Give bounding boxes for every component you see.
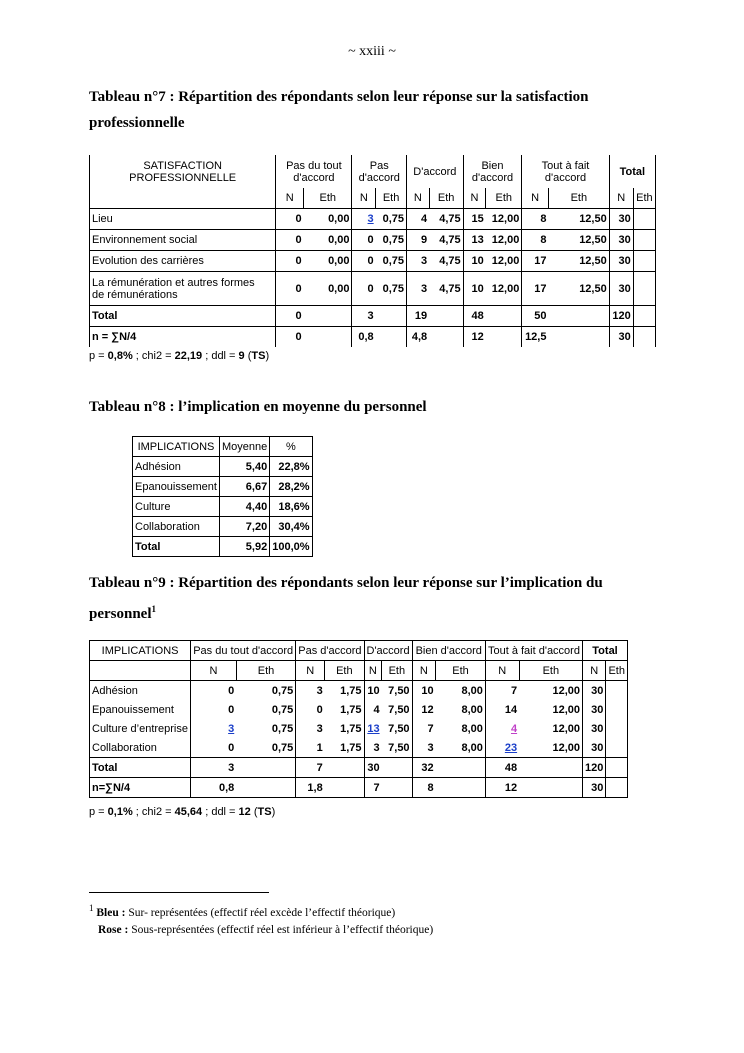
cell: 100,0%	[270, 537, 312, 557]
cell: 0	[352, 230, 376, 251]
cell: 18,6%	[270, 497, 312, 517]
row-label: Collaboration	[133, 517, 220, 537]
col-header-total: Total	[609, 155, 655, 188]
table-9	[89, 640, 628, 798]
table-row	[133, 477, 313, 497]
cell: 3	[296, 681, 325, 701]
cell: 30	[609, 251, 633, 272]
cell: 8	[522, 209, 549, 230]
cell: 30	[609, 272, 633, 306]
sub-n: N	[583, 661, 606, 681]
table-row	[90, 209, 656, 230]
cell: 0	[191, 681, 237, 701]
cell: 4	[364, 700, 382, 719]
cell: 10	[412, 681, 436, 701]
table-row	[90, 738, 628, 758]
cell: 0,00	[304, 251, 352, 272]
cell-over-represented: 3	[228, 722, 235, 735]
cell: 12	[463, 327, 486, 348]
cell: 8,00	[461, 703, 483, 716]
cell: 3	[191, 758, 237, 778]
cell: 0,8	[352, 327, 376, 348]
cell: 3	[412, 738, 436, 758]
cell: 1,75	[340, 703, 362, 716]
cell: 12,5	[522, 327, 549, 348]
cell: 7	[364, 778, 382, 798]
row-label: Culture d’entreprise	[90, 719, 191, 738]
cell: 30	[364, 758, 382, 778]
col-header-bien: Bien d'accord	[412, 641, 485, 661]
sub-n: N	[191, 661, 237, 681]
sub-eth: Eth	[633, 188, 655, 209]
sub-n: N	[407, 188, 430, 209]
sub-eth: Eth	[304, 188, 352, 209]
table-row	[90, 272, 656, 306]
cell: 0,75	[236, 681, 296, 701]
sub-eth: Eth	[606, 661, 628, 681]
sub-n: N	[296, 661, 325, 681]
cell: 7,50	[382, 681, 412, 701]
col-header-total: Total	[583, 641, 628, 661]
col-header-pas: Pas d'accord	[352, 155, 407, 188]
cell: 30	[583, 778, 606, 798]
sub-eth: Eth	[376, 188, 407, 209]
cell: 8	[412, 778, 436, 798]
col-header: IMPLICATIONS	[133, 437, 220, 457]
cell: 0,75	[271, 703, 294, 716]
col-header: %	[270, 437, 312, 457]
cell: 12,00	[486, 272, 522, 306]
col-header-label: SATISFACTION PROFESSIONNELLE	[90, 155, 276, 188]
sub-eth: Eth	[382, 661, 412, 681]
cell: 19	[407, 306, 430, 327]
sub-eth: Eth	[429, 188, 463, 209]
cell: 30	[609, 209, 633, 230]
cell: 0	[191, 738, 237, 758]
cell: 0	[352, 251, 376, 272]
cell: 0,75	[271, 722, 294, 735]
cell: 50	[522, 306, 549, 327]
page-number: ~ xxiii ~	[348, 44, 396, 59]
cell: 0	[276, 306, 304, 327]
col-header-daccord: D'accord	[364, 641, 412, 661]
cell: 12,00	[552, 703, 581, 716]
cell: 12,00	[552, 722, 581, 735]
cell: 0	[276, 251, 304, 272]
total-row	[90, 306, 656, 327]
cell: 5,40	[219, 457, 269, 477]
cell: 10	[364, 681, 382, 701]
cell: 9	[407, 230, 430, 251]
row-label: Lieu	[90, 209, 276, 230]
cell: 48	[463, 306, 486, 327]
col-header-pas-du-tout: Pas du tout d'accord	[276, 155, 352, 188]
cell: 12,00	[552, 741, 581, 754]
col-header: Moyenne	[219, 437, 269, 457]
cell: 32	[412, 758, 436, 778]
cell: 7,50	[388, 741, 410, 754]
table7-stats: p = 0,8% ; chi2 = 22,19 ; ddl = 9 (TS)	[89, 350, 270, 362]
cell: 8,00	[461, 722, 483, 735]
table-row	[90, 681, 628, 701]
cell: 12,50	[548, 272, 609, 306]
table9-stats: p = 0,1% ; chi2 = 45,64 ; ddl = 12 (TS)	[89, 806, 276, 818]
row-label: La rémunération et autres formes de rémunérations	[90, 272, 276, 306]
row-label: n=∑N/4	[90, 778, 191, 798]
cell: 8	[522, 230, 549, 251]
cell: 12,00	[519, 681, 582, 701]
table-row	[90, 251, 656, 272]
sub-n: N	[412, 661, 436, 681]
col-header-bien: Bien d'accord	[463, 155, 522, 188]
row-label: Epanouissement	[90, 700, 191, 719]
cell: 12,50	[548, 251, 609, 272]
cell: 4,8	[407, 327, 430, 348]
cell: 12,00	[486, 209, 522, 230]
row-label: Total	[133, 537, 220, 557]
cell: 0	[296, 700, 325, 719]
cell: 0	[352, 272, 376, 306]
cell: 1,75	[325, 681, 364, 701]
cell: 4,75	[429, 209, 463, 230]
sub-n: N	[276, 188, 304, 209]
col-header-pas: Pas d'accord	[296, 641, 364, 661]
cell: 1,75	[340, 722, 362, 735]
cell: 30	[583, 738, 606, 758]
cell: 0	[276, 230, 304, 251]
cell: 7,20	[219, 517, 269, 537]
cell: 12	[485, 778, 519, 798]
cell: 28,2%	[270, 477, 312, 497]
cell: 12,50	[548, 209, 609, 230]
row-label: Culture	[133, 497, 220, 517]
cell-under-represented: 4	[510, 722, 518, 735]
table-row	[133, 457, 313, 477]
col-header-tout-a-fait: Tout à fait d'accord	[485, 641, 582, 661]
footnote-separator	[89, 892, 269, 893]
cell: 7	[485, 681, 519, 701]
n-row	[90, 327, 656, 348]
row-label: Total	[90, 306, 276, 327]
col-header-tout-a-fait: Tout à fait d'accord	[522, 155, 609, 188]
cell: 3	[407, 251, 430, 272]
table9-title: Tableau n°9 : Répartition des répondants selon leur réponse sur l’implication du personnel$^1$	[89, 575, 603, 622]
cell: 7,50	[388, 703, 410, 716]
cell: 17	[522, 272, 549, 306]
cell: 3	[352, 306, 376, 327]
sub-n: N	[463, 188, 486, 209]
cell: 48	[485, 758, 519, 778]
sub-n: N	[352, 188, 376, 209]
cell: 0	[276, 209, 304, 230]
cell: 12,00	[486, 251, 522, 272]
row-label: Total	[90, 758, 191, 778]
cell: 0,75	[271, 741, 294, 754]
cell: 1,75	[340, 741, 362, 754]
cell: 0,75	[376, 209, 407, 230]
cell: 17	[522, 251, 549, 272]
cell: 30,4%	[270, 517, 312, 537]
cell-over-represented: 23	[504, 741, 518, 754]
sub-eth: Eth	[486, 188, 522, 209]
cell: 7	[412, 719, 436, 738]
cell: 0,75	[376, 230, 407, 251]
cell: 8,00	[436, 681, 486, 701]
cell: 5,92	[219, 537, 269, 557]
cell: 8,00	[461, 741, 483, 754]
cell: 10	[463, 251, 486, 272]
table-row	[90, 230, 656, 251]
table-8	[132, 436, 313, 557]
col-header-pas-du-tout: Pas du tout d'accord	[191, 641, 296, 661]
table-row	[133, 497, 313, 517]
cell: 30	[583, 700, 606, 719]
col-header-daccord: D'accord	[407, 155, 464, 188]
row-label: Adhésion	[90, 681, 191, 701]
cell: 22,8%	[270, 457, 312, 477]
cell: 7,50	[388, 722, 410, 735]
cell: 30	[583, 681, 606, 701]
table-row	[133, 517, 313, 537]
table-7	[89, 155, 656, 347]
sub-n: N	[609, 188, 633, 209]
table8-title: Tableau n°8 : l’implication en moyenne du personnel	[89, 399, 427, 415]
total-row	[90, 758, 628, 778]
cell: 0,00	[304, 230, 352, 251]
cell: 0,8	[191, 778, 237, 798]
cell: 1,8	[296, 778, 325, 798]
cell: 6,67	[219, 477, 269, 497]
cell: 3	[296, 719, 325, 738]
cell-over-represented: 3	[367, 213, 374, 225]
cell: 12,50	[548, 230, 609, 251]
cell: 0,00	[304, 272, 352, 306]
total-row	[133, 537, 313, 557]
sub-eth: Eth	[236, 661, 296, 681]
cell: 30	[583, 719, 606, 738]
cell: 13	[463, 230, 486, 251]
cell: 1	[296, 738, 325, 758]
col-header-label: IMPLICATIONS	[90, 641, 191, 661]
sub-n: N	[522, 188, 549, 209]
sub-n: N	[485, 661, 519, 681]
cell: 10	[463, 272, 486, 306]
cell: 120	[609, 306, 633, 327]
cell: 3	[364, 738, 382, 758]
cell: 0,75	[376, 272, 407, 306]
row-label: Adhésion	[133, 457, 220, 477]
cell: 30	[609, 230, 633, 251]
cell: 0	[276, 272, 304, 306]
cell: 0,75	[376, 251, 407, 272]
cell: 120	[583, 758, 606, 778]
cell: 7	[296, 758, 325, 778]
table-row	[90, 700, 628, 719]
cell: 0	[276, 327, 304, 348]
cell-over-represented: 13	[367, 722, 380, 735]
cell: 12,00	[486, 230, 522, 251]
cell: 0	[191, 700, 237, 719]
sub-n: N	[364, 661, 382, 681]
row-label: n = ∑N/4	[90, 327, 276, 348]
table-row	[90, 719, 628, 738]
cell: 4	[407, 209, 430, 230]
cell: 4,75	[429, 272, 463, 306]
cell: 14	[485, 700, 519, 719]
cell: 12	[412, 700, 436, 719]
sub-eth: Eth	[548, 188, 609, 209]
n-row	[90, 778, 628, 798]
sub-eth: Eth	[436, 661, 486, 681]
cell: 30	[609, 327, 633, 348]
cell: 0,00	[304, 209, 352, 230]
row-label: Epanouissement	[133, 477, 220, 497]
cell: 4,40	[219, 497, 269, 517]
table7-title: Tableau n°7 : Répartition des répondants selon leur réponse sur la satisfaction professionnelle	[89, 89, 589, 131]
row-label: Collaboration	[90, 738, 191, 758]
cell: 15	[463, 209, 486, 230]
footnote: $^1$ Bleu : Sur- représentées (effectif réel excède l’effectif théorique) Rose : Sous-représentées (effectif réel est inférieur à l’effectif théorique)	[89, 903, 434, 936]
cell: 3	[407, 272, 430, 306]
sub-eth: Eth	[519, 661, 582, 681]
row-label: Evolution des carrières	[90, 251, 276, 272]
row-label: Environnement social	[90, 230, 276, 251]
sub-eth: Eth	[325, 661, 364, 681]
cell: 4,75	[429, 251, 463, 272]
cell: 4,75	[429, 230, 463, 251]
